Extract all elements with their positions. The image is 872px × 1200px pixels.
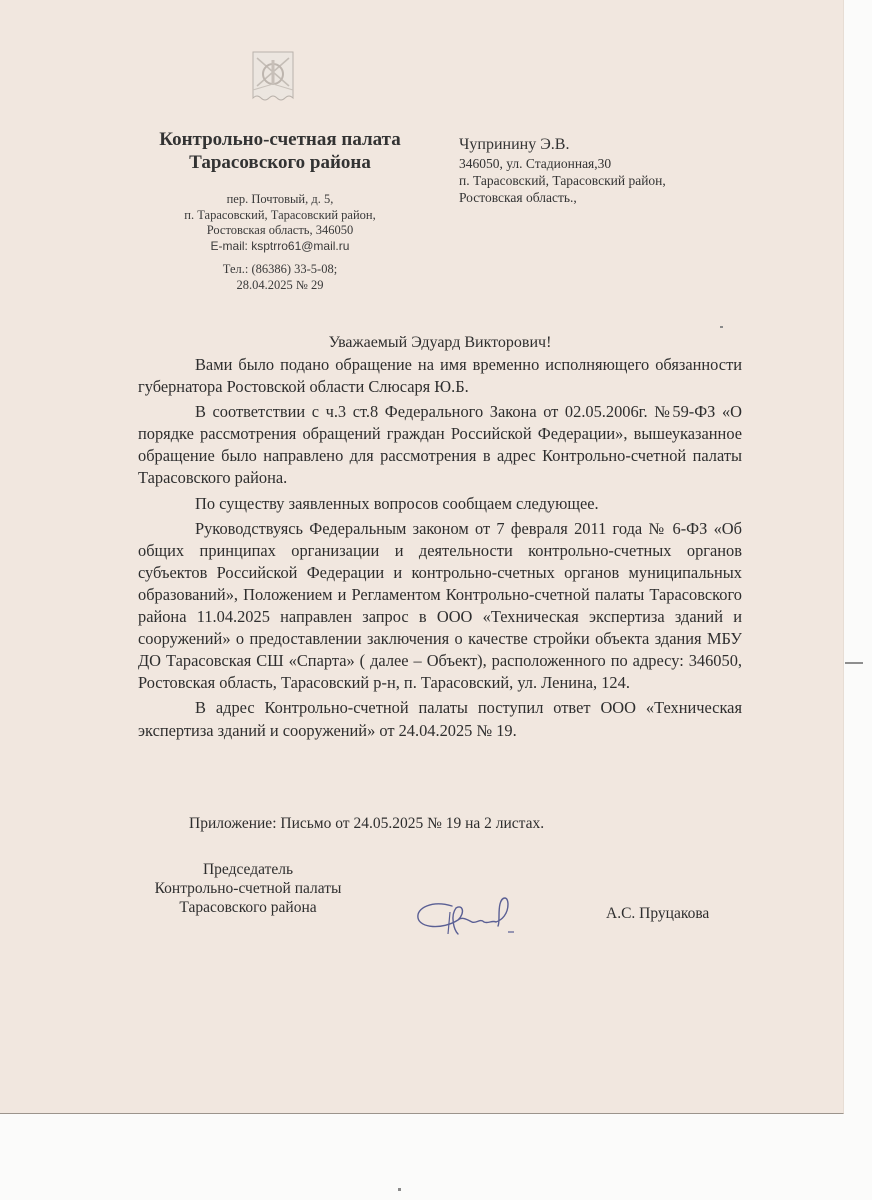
organization-address: [140, 192, 420, 254]
address-line: Ростовская область, 346050: [206, 223, 354, 237]
signatory-title-line: Председатель: [202, 861, 294, 878]
outgoing-date-number: 28.04.2025 № 29: [236, 277, 324, 292]
greeting: Уважаемый Эдуард Викторович!: [328, 334, 552, 351]
org-name-line1: Контрольно-счетная палата: [159, 129, 401, 150]
recipient-address-line: п. Тарасовский, Тарасовский район,: [459, 173, 666, 188]
recipient-address-line: 346050, ул. Стадионная,30: [459, 156, 612, 171]
body-paragraph: По существу заявленных вопросов сообщаем следующее.: [195, 493, 599, 513]
recipient-address-line: Ростовская область.,: [459, 190, 577, 205]
letter-body: [138, 354, 742, 745]
signatory-title-line: Тарасовского района: [179, 899, 317, 916]
scan-speck: [720, 326, 723, 328]
org-name-line2: Тарасовского района: [189, 152, 371, 173]
signatory-title-line: Контрольно-счетной палаты: [154, 880, 342, 897]
signer-name: А.С. Пруцакова: [606, 905, 710, 922]
coat-of-arms-icon: [251, 50, 295, 110]
signatory-title: [128, 860, 368, 917]
recipient-block: [459, 135, 759, 206]
address-line: пер. Почтовый, д. 5,: [226, 192, 334, 206]
recipient-name: Чупринину Э.В.: [459, 136, 570, 153]
body-paragraph: В адрес Контрольно-счетной палаты поступил ответ ООО «Техническая экспертиза зданий и сооружений» от 24.04.2025 № 19.: [138, 698, 742, 740]
scan-speck: [398, 1188, 401, 1191]
address-line: п. Тарасовский, Тарасовский район,: [184, 207, 376, 222]
handwritten-signature-icon: [412, 890, 532, 946]
appendix-note: Приложение: Письмо от 24.05.2025 № 19 на 2 листах.: [189, 815, 545, 832]
body-paragraph: В соответствии с ч.3 ст.8 Федерального Закона от 02.05.2006г. №59-ФЗ «О порядке рассмотрения обращений граждан Российской Федерации», вышеуказанное обращение было направлено для рассмотрения в адрес Контрольно-счетной палаты Тарасовского района.: [138, 402, 742, 488]
organization-name: [130, 128, 430, 174]
email-address: E-mail: ksptrro61@mail.ru: [210, 238, 350, 253]
body-paragraph: Вами было подано обращение на имя временно исполняющего обязанности губернатора Ростовской области Слюсаря Ю.Б.: [138, 355, 742, 397]
organization-contact: [140, 262, 420, 293]
phone-number: Тел.: (86386) 33-5-08;: [222, 262, 338, 276]
scan-mark: [845, 662, 863, 664]
body-paragraph: Руководствуясь Федеральным законом от 7 февраля 2011 года № 6-ФЗ «Об общих принципах организации и деятельности контрольно-счетных органов субъектов Российской Федерации и контрольно-счетных органов муниципальных образований», Положением и Регламентом Контрольно-счетной палаты Тарасовского района 11.04.2025 направлен запрос в ООО «Техническая экспертиза зданий и сооружений» о предоставлении заключения о качестве стройки объекта здания МБУ ДО Тарасовская СШ «Спарта» ( далее – Объект), расположенного по адресу: 346050, Ростовская область, Тарасовский р-н, п. Тарасовский, ул. Ленина, 124.: [138, 518, 742, 693]
